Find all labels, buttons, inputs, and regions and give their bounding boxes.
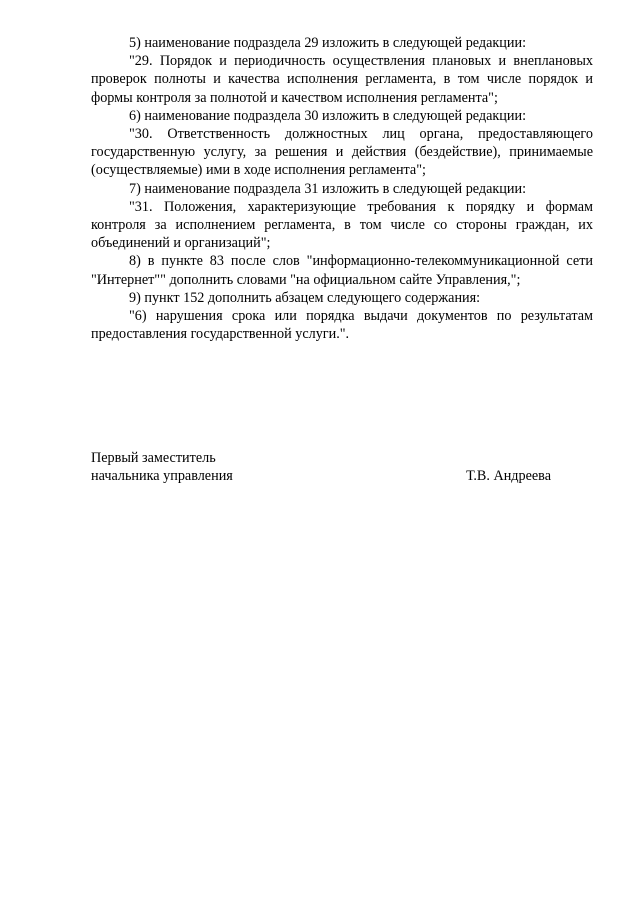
signer-position-line1: Первый заместитель [91,450,216,466]
signature-line [91,467,551,485]
paragraph-item-6: 6) наименование подраздела 30 изложить в следующей редакции: [129,107,527,124]
paragraph-item-7: 7) наименование подраздела 31 изложить в следующей редакции: [129,180,527,197]
signature-block [91,449,551,485]
paragraph-item-5: 5) наименование подраздела 29 изложить в следующей редакции: [129,35,527,51]
paragraph-quote-29: "29. Порядок и периодичность осуществления плановых и внеплановых проверок полноты и качества исполнения регламента, в том числе порядок и формы контроля за полнотой и качеством исполнения регламента"; [91,53,593,106]
paragraph-item-9: 9) пункт 152 дополнить абзацем следующего содержания: [129,289,481,306]
paragraph-quote-30: "30. Ответственность должностных лиц органа, предоставляющего государственную услугу, за решения и действия (бездействие), принимаемые (осуществляемые) ими в ходе исполнения регламента"; [91,126,593,179]
paragraph-quote-6: "6) нарушения срока или порядка выдачи документов по результатам предоставления государственной услуги.". [91,308,593,343]
paragraph-item-8: 8) в пункте 83 после слов "информационно-телекоммуникационной сети "Интернет"" дополнить словами "на официальном сайте Управления,"; [91,253,593,288]
paragraph-quote-31: "31. Положения, характеризующие требования к порядку и формам контроля за исполнением регламента, в том числе со стороны граждан, их объединений и организаций"; [91,198,593,252]
signer-position-line2: начальника управления [91,468,233,485]
signer-name: Т.В. Андреева [466,468,551,485]
document-body [91,34,593,343]
